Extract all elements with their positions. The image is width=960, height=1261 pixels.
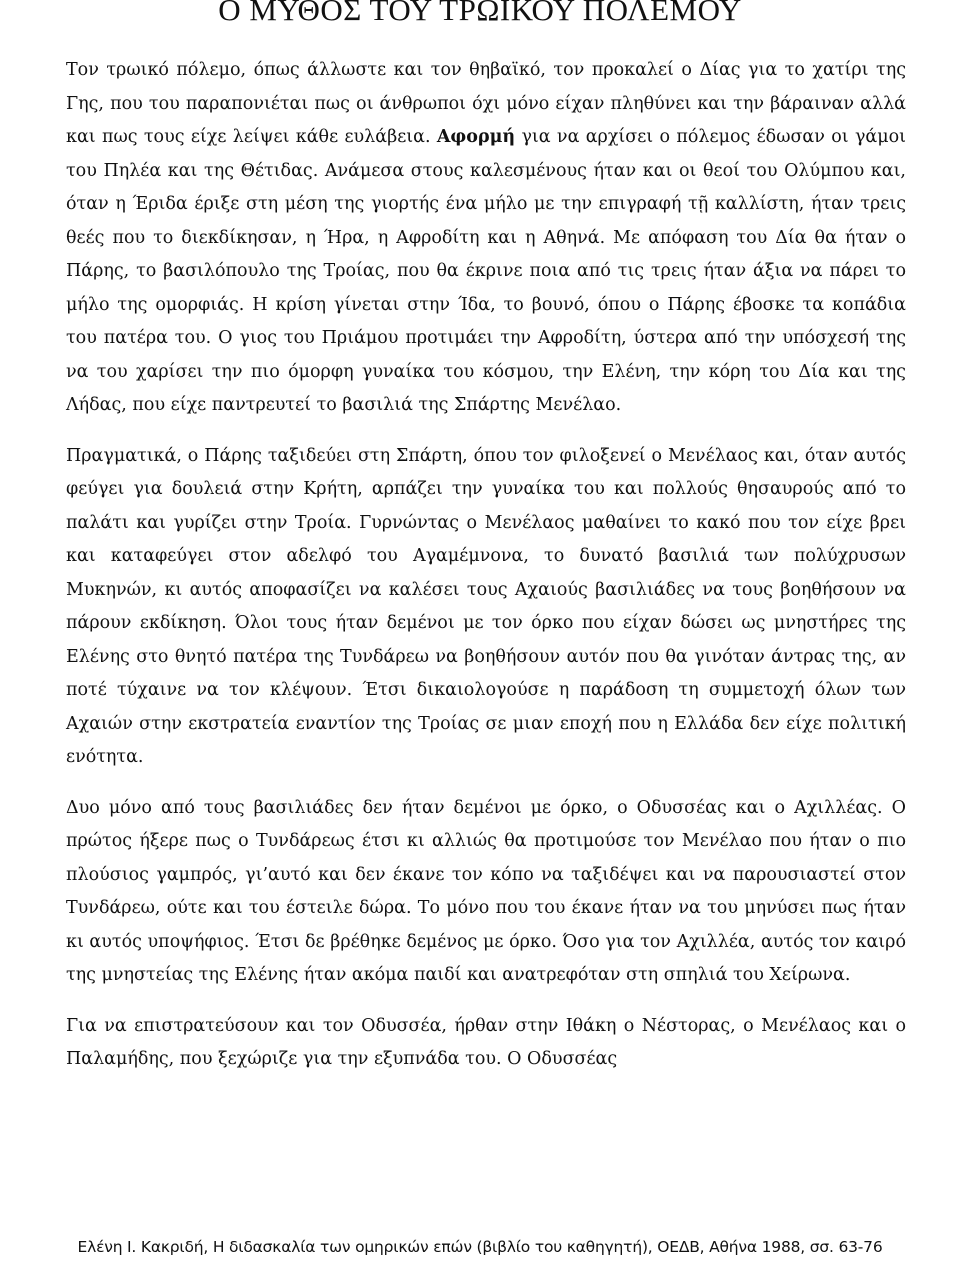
paragraph-1-text-a: Τον τρωικό πόλεμο, όπως άλλωστε και τον θηβαϊκό, τον προκαλεί ο Δίας για το χατίρι της Γης, που του παραπονιέται πως οι άνθρωποι όχι μόνο είχαν πληθύνει και την βάραιναν αλλά και πως τους είχε λείψει κάθε ευλάβεια. (66, 60, 906, 147)
paragraph-1-text-b: για να αρχίσει ο πόλεμος έδωσαν οι γάμοι του Πηλέα και της Θέτιδας. Ανάμεσα στους καλεσμένους ήταν και οι θεοί του Ολύμπου και, όταν η Έριδα έριξε στη μέση της γιορτής ένα μήλο με την επιγραφή τῇ καλλίστη, ήταν τρεις θεές που το διεκδίκησαν, η Ήρα, η Αφροδίτη και η Αθηνά. Με απόφαση του Δία θα ήταν ο Πάρης, το βασιλόπουλο της Τροίας, που θα έκρινε ποια από τις τρεις ήταν άξια να πάρει το μήλο της ομορφιάς. Η κρίση γίνεται στην Ίδα, το βουνό, όπου ο Πάρης έβοσκε τα κοπάδια του πατέρα του. Ο γιος του Πριάμου προτιμάει την Αφροδίτη, ύστερα από την υπόσχεσή της να του χαρίσει την πιο όμορφη γυναίκα του κόσμου, την Ελένη, την κόρη του Δία και της Λήδας, που είχε παντρευτεί το βασιλιά της Σπάρτης Μενέλαο. (66, 127, 907, 415)
paragraph-2: Πραγματικά, ο Πάρης ταξιδεύει στη Σπάρτη, όπου τον φιλοξενεί ο Μενέλαος και, όταν αυτός φεύγει για δουλειά στην Κρήτη, αρπάζει την γυναίκα του και πολλούς θησαυρούς από το παλάτι και γυρίζει στην Τροία. Γυρνώντας ο Μενέλαος μαθαίνει το κακό που τον είχε βρει και καταφεύγει στον αδελφό του Αγαμέμνονα, το δυνατό βασιλιά των πολύχρυσων Μυκηνών, κι αυτός αποφασίζει να καλέσει τους Αχαιούς βασιλιάδες να τους βοηθήσουν να πάρουν εκδίκηση. Όλοι τους ήταν δεμένοι με τον όρκο που είχαν δώσει ως μνηστήρες της Ελένης στο θνητό πατέρα της Τυνδάρεω να βοηθήσουν αυτόν που θα γινόταν άντρας της, αν ποτέ τύχαινε να τον κλέψουν. Έτσι δικαιολογούσε η παράδοση τη συμμετοχή όλων των Αχαιών στην εκστρατεία εναντίον της Τροίας σε μιαν εποχή που η Ελλάδα δεν είχε πολιτική ενότητα. (66, 445, 906, 767)
paragraph-1 (66, 54, 906, 423)
paragraph-4: Για να επιστρατεύσουν και τον Οδυσσέα, ήρθαν στην Ιθάκη ο Νέστορας, ο Μενέλαος και ο Παλαμήδης, που ξεχώριζε για την εξυπνάδα του. Ο Οδυσσέας (66, 1015, 906, 1069)
page-title: Ο ΜΥΘΟΣ ΤΟΥ ΤΡΩΙΚΟΥ ΠΟΛΕΜΟΥ (218, 0, 742, 27)
source-citation: Ελένη Ι. Κακριδή, Η διδασκαλία των ομηρικών επών (βιβλίο του καθηγητή), ΟΕΔΒ, Αθήνα 1988, σσ. 63-76 (77, 1238, 883, 1256)
paragraph-1-bold-term: Αφορμή (436, 127, 516, 147)
paragraph-3: Δυο μόνο από τους βασιλιάδες δεν ήταν δεμένοι με όρκο, ο Οδυσσέας και ο Αχιλλέας. Ο πρώτος ήξερε πως ο Τυνδάρεως έτσι κι αλλιώς θα προτιμούσε τον Μενέλαο που ήταν ο πιο πλούσιος γαμπρός, γι’αυτό και δεν έκανε τον κόπο να ταξιδέψει και να παρουσιαστεί στον Τυνδάρεω, ούτε και του έστειλε δώρα. Το μόνο που του έκανε ήταν να του μηνύσει πως ήταν κι αυτός υποψήφιος. Έτσι δε βρέθηκε δεμένος με όρκο. Όσο για τον Αχιλλέα, αυτός τον καιρό της μνηστείας της Ελένης ήταν ακόμα παιδί και ανατρεφόταν στη σπηλιά του Χείρωνα. (66, 797, 906, 985)
document-body (66, 54, 906, 1094)
